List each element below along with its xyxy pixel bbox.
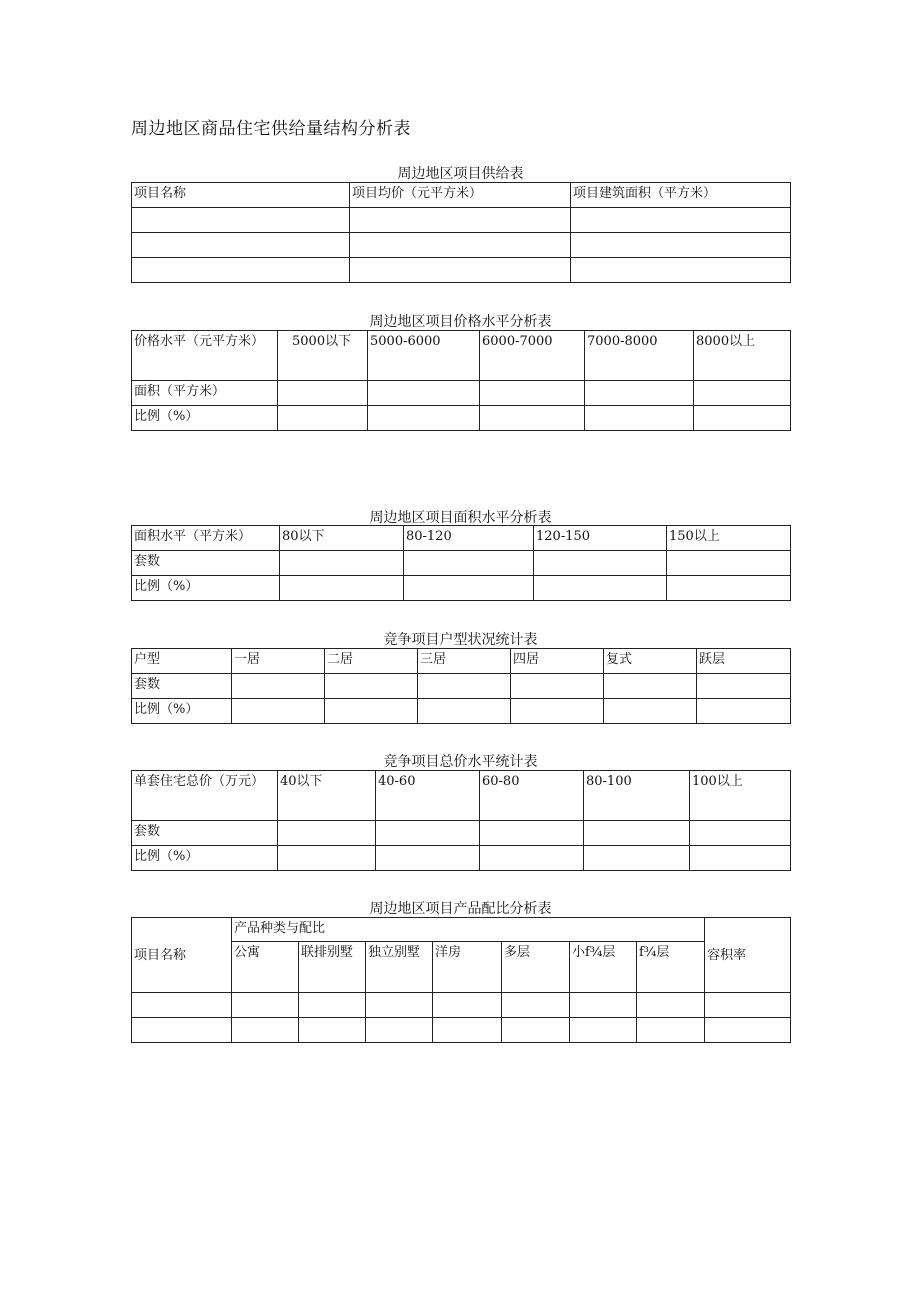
total-price-label: 单套住宅总价（万元） (132, 771, 278, 821)
area-range: 150以上 (667, 526, 791, 551)
table-cell[interactable] (366, 993, 433, 1018)
unit-type: 复式 (604, 649, 697, 674)
table-cell[interactable] (585, 406, 694, 431)
product-type-group-label: 产品种类与配比 (232, 918, 705, 942)
area-range: 80-120 (404, 526, 534, 551)
product-table-caption: 周边地区项目产品配比分析表 (369, 901, 552, 917)
area-level-label: 面积水平（平方米） (132, 526, 280, 551)
unit-type-label: 户型 (132, 649, 232, 674)
table-cell[interactable] (534, 576, 667, 601)
table-cell[interactable] (350, 233, 571, 258)
product-mix-table (131, 917, 791, 1043)
total-price-table-caption: 竞争项目总价水平统计表 (383, 754, 538, 770)
table-cell[interactable] (534, 551, 667, 576)
header-project-name: 项目名称 (132, 183, 350, 208)
table-cell[interactable] (366, 1018, 433, 1043)
table-cell[interactable] (637, 1018, 705, 1043)
table-cell[interactable] (502, 993, 570, 1018)
table-cell[interactable] (418, 674, 511, 699)
table-cell[interactable] (694, 381, 791, 406)
unit-type: 三居 (418, 649, 511, 674)
unit-type: 四居 (511, 649, 604, 674)
supply-table-caption: 周边地区项目供给表 (397, 166, 524, 182)
area-range: 80以下 (280, 526, 404, 551)
table-row (132, 699, 791, 724)
table-cell[interactable] (604, 674, 697, 699)
header-floor-area: 项目建筑面积（平方米） (571, 183, 791, 208)
table-cell[interactable] (278, 821, 376, 846)
row-label-count: 套数 (132, 674, 232, 699)
product-type: 小f¾层 (570, 942, 637, 993)
table-cell[interactable] (132, 993, 232, 1018)
unit-type: 一居 (232, 649, 325, 674)
table-cell[interactable] (299, 993, 366, 1018)
table-row (132, 258, 791, 283)
unit-type: 跃层 (697, 649, 791, 674)
table-cell[interactable] (480, 381, 585, 406)
table-cell[interactable] (232, 1018, 299, 1043)
table-row (132, 381, 791, 406)
price-range: 5000以下 (278, 331, 368, 381)
total-price-range: 40以下 (278, 771, 376, 821)
table-row (132, 551, 791, 576)
project-name-label: 项目名称 (132, 918, 232, 993)
unit-table-caption: 竞争项目户型状况统计表 (383, 632, 538, 648)
table-row (132, 208, 791, 233)
table-cell[interactable] (571, 233, 791, 258)
table-cell[interactable] (584, 846, 690, 871)
table-cell[interactable] (584, 821, 690, 846)
table-cell[interactable] (278, 846, 376, 871)
table-cell[interactable] (232, 993, 299, 1018)
total-price-range: 40-60 (376, 771, 480, 821)
table-cell[interactable] (690, 846, 791, 871)
row-label-area: 面积（平方米） (132, 381, 278, 406)
area-level-table (131, 525, 791, 601)
table-cell[interactable] (480, 406, 585, 431)
total-price-range: 100以上 (690, 771, 791, 821)
price-range: 6000-7000 (480, 331, 585, 381)
product-type: 独立别墅 (366, 942, 433, 993)
area-table-caption: 周边地区项目面积水平分析表 (369, 510, 552, 526)
table-cell[interactable] (368, 381, 480, 406)
table-cell[interactable] (511, 699, 604, 724)
table-cell[interactable] (232, 674, 325, 699)
table-row (132, 674, 791, 699)
table-row (132, 1018, 791, 1043)
price-level-table (131, 330, 791, 431)
table-cell[interactable] (325, 699, 418, 724)
total-price-table (131, 770, 791, 871)
table-cell[interactable] (132, 233, 350, 258)
product-type: 联排别墅 (299, 942, 366, 993)
product-type: 多层 (502, 942, 570, 993)
price-range: 7000-8000 (585, 331, 694, 381)
table-cell[interactable] (278, 381, 368, 406)
table-row (132, 846, 791, 871)
table-cell[interactable] (232, 699, 325, 724)
supply-table (131, 182, 791, 283)
row-label-ratio: 比例（%） (132, 406, 278, 431)
row-label-ratio: 比例（%） (132, 576, 280, 601)
table-cell[interactable] (502, 1018, 570, 1043)
table-cell[interactable] (278, 406, 368, 431)
product-type: 洋房 (433, 942, 502, 993)
table-cell[interactable] (697, 674, 791, 699)
unit-type-table (131, 648, 791, 724)
table-row (132, 821, 791, 846)
table-cell[interactable] (705, 1018, 791, 1043)
table-cell[interactable] (376, 821, 480, 846)
table-cell[interactable] (350, 258, 571, 283)
plot-ratio-label: 容积率 (705, 918, 791, 993)
table-cell[interactable] (604, 699, 697, 724)
table-cell[interactable] (480, 846, 584, 871)
table-cell[interactable] (132, 208, 350, 233)
table-cell[interactable] (350, 208, 571, 233)
table-cell[interactable] (694, 406, 791, 431)
table-cell[interactable] (480, 821, 584, 846)
page-title: 周边地区商品住宅供给量结构分析表 (131, 119, 411, 139)
table-cell[interactable] (280, 576, 404, 601)
table-cell[interactable] (697, 699, 791, 724)
table-row (132, 233, 791, 258)
table-row (132, 993, 791, 1018)
product-type: f¾层 (637, 942, 705, 993)
product-type: 公寓 (232, 942, 299, 993)
table-cell[interactable] (376, 846, 480, 871)
table-cell[interactable] (667, 576, 791, 601)
area-range: 120-150 (534, 526, 667, 551)
table-cell[interactable] (571, 258, 791, 283)
row-label-ratio: 比例（%） (132, 846, 278, 871)
table-cell[interactable] (690, 821, 791, 846)
table-cell[interactable] (570, 1018, 637, 1043)
table-cell[interactable] (433, 1018, 502, 1043)
row-label-count: 套数 (132, 551, 280, 576)
total-price-range: 80-100 (584, 771, 690, 821)
table-row (132, 576, 791, 601)
price-range: 8000以上 (694, 331, 791, 381)
table-cell[interactable] (280, 551, 404, 576)
header-average-price: 项目均价（元平方米） (350, 183, 571, 208)
table-cell[interactable] (418, 699, 511, 724)
table-cell[interactable] (511, 674, 604, 699)
table-cell[interactable] (299, 1018, 366, 1043)
table-cell[interactable] (404, 576, 534, 601)
table-cell[interactable] (132, 258, 350, 283)
table-cell[interactable] (570, 993, 637, 1018)
table-cell[interactable] (705, 993, 791, 1018)
table-cell[interactable] (325, 674, 418, 699)
table-cell[interactable] (571, 208, 791, 233)
table-cell[interactable] (132, 1018, 232, 1043)
total-price-range: 60-80 (480, 771, 584, 821)
table-cell[interactable] (433, 993, 502, 1018)
unit-type: 二居 (325, 649, 418, 674)
row-label-count: 套数 (132, 821, 278, 846)
table-cell[interactable] (368, 406, 480, 431)
price-range: 5000-6000 (368, 331, 480, 381)
price-table-caption: 周边地区项目价格水平分析表 (369, 314, 552, 330)
table-cell[interactable] (404, 551, 534, 576)
table-cell[interactable] (585, 381, 694, 406)
table-cell[interactable] (637, 993, 705, 1018)
price-level-label: 价格水平（元平方米） (132, 331, 278, 381)
table-cell[interactable] (667, 551, 791, 576)
row-label-ratio: 比例（%） (132, 699, 232, 724)
table-row (132, 406, 791, 431)
